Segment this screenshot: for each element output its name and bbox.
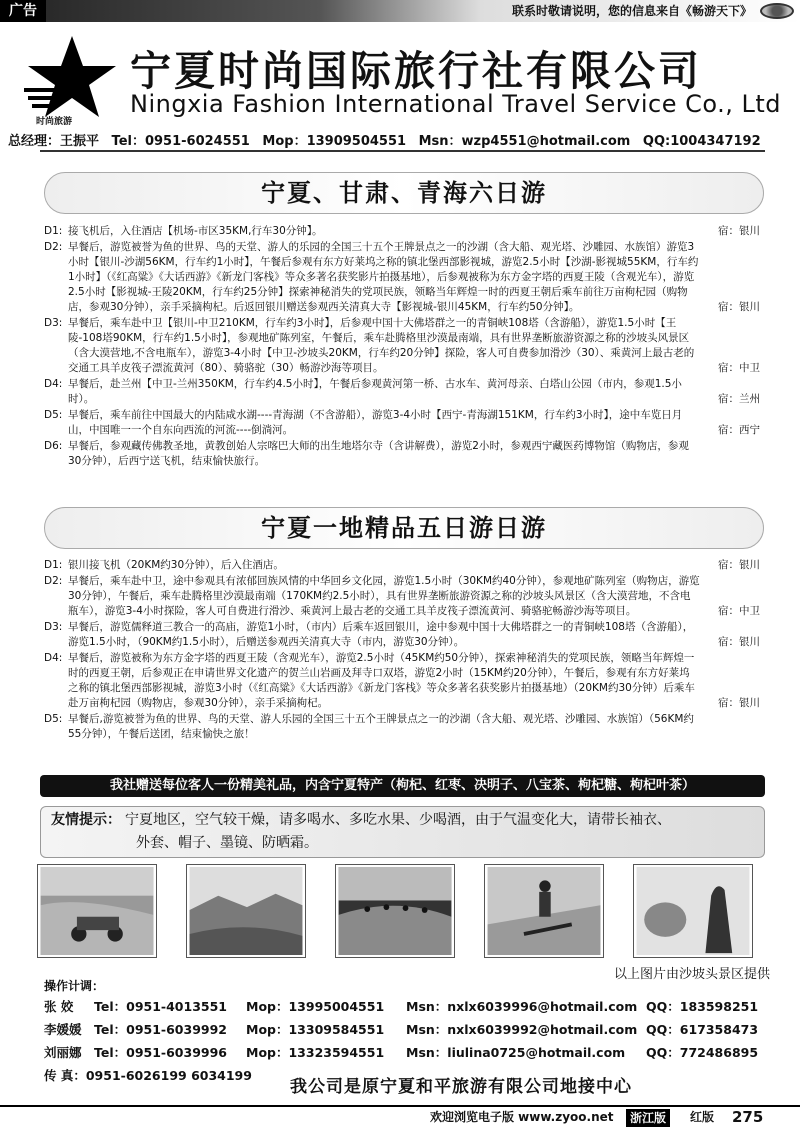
manager-tel: Tel：0951-6024551 (111, 134, 250, 149)
day-stay: 宿：兰州 (718, 393, 760, 405)
itinerary-day (44, 377, 764, 407)
day-text: 早餐后，参观藏传佛教圣地，黄教创始人宗喀巴大师的出生地塔尔寺（含讲解费），游览2小时，参观西宁藏医药博物馆（购物店，参观30分钟），后西宁送飞机，结束愉快旅行。 (68, 440, 689, 467)
statue-photo (634, 865, 752, 957)
itinerary-day (44, 224, 764, 239)
contact-qq: QQ：772486895 (646, 1045, 759, 1060)
magazine-logo-icon (760, 3, 794, 19)
day-text: 早餐后，乘车前往中国最大的内陆咸水湖----青海湖（不含游船），游览3-4小时【西宁-青海湖151KM，行车约3小时】，途中车览日月山，中国唯一一个自东向西流的河流----倒淌河。 (68, 409, 683, 436)
desert-dunes-photo (187, 865, 305, 957)
itinerary-day (44, 712, 764, 742)
manager-mop: Mop：13909504551 (262, 134, 407, 149)
day-label: D5: (44, 713, 63, 725)
day-text: 银川接飞机（20KM约30分钟），后入住酒店。 (68, 559, 284, 571)
day-text: 接飞机后，入住酒店【机场-市区35KM,行车30分钟】。 (68, 225, 323, 237)
contact-name: 张 姣 (44, 999, 74, 1014)
day-stay: 宿：银川 (718, 697, 760, 709)
day-label: D5: (44, 409, 63, 421)
footer-slogan: 我公司是原宁夏和平旅游有限公司地接中心 (290, 1077, 632, 1097)
itinerary-day (44, 240, 764, 315)
contact-tel: Tel：0951-4013551 (94, 999, 227, 1014)
day-text: 早餐后，乘车赴中卫，途中参观具有浓郁回族风情的中华回乡文化园，游览1.5小时（30KM约40分钟），参观地矿陈列室（购物店，游览30分钟），午餐后，乘车赴腾格里沙漠最南端（170KM约2.5小时），具有世界垄断旅游资源之称的沙坡头风景区（含大漠营地，不含电瓶车），游览3-4小时探险，客人可自费进行滑沙、乘黄河上最古老的交通工具羊皮筏子漂流黄河、骑骆驼畅游沙海等项目。 (68, 575, 700, 617)
magazine-slogan: 联系时敬请说明，您的信息来自《畅游天下》 (511, 4, 752, 18)
day-stay: 宿：银川 (718, 559, 760, 571)
divider (40, 150, 765, 152)
itinerary-day (44, 439, 764, 469)
day-stay: 宿：银川 (718, 301, 760, 313)
day-label: D1: (44, 225, 63, 237)
day-text: 早餐后，游览被称为东方金字塔的西夏王陵（含观光车），游览2.5小时（45KM约50分钟），探索神秘消失的党项民族，领略当年辉煌一时的西夏王朝，后参观正在申请世界文化遗产的贺兰山岩画及拜寺口双塔，游览2小时（15KM约20分钟），午餐后，参观有东方好莱坞之称的镇北堡西部影视城，游览3小时（《红高粱》《大话西游》《新龙门客栈》等众多著名获奖影片拍摄基地）（20KM约30分钟）后乘车赴万亩枸杞园（购物店，参观30分钟），亲手采摘枸杞。 (68, 652, 695, 709)
contact-mop: Mop：13995004551 (246, 999, 385, 1014)
desert-buggy-photo (38, 865, 156, 957)
ad-tag: 广告 (0, 0, 46, 22)
itinerary-day (44, 574, 764, 619)
contact-mop: Mop：13309584551 (246, 1022, 385, 1037)
contact-msn: Msn：nxlx6039992@hotmail.com (406, 1022, 638, 1037)
day-label: D2: (44, 241, 63, 253)
contact-row (44, 995, 758, 1018)
day-stay: 宿：西宁 (718, 424, 760, 436)
tour2-itinerary (44, 558, 764, 743)
gift-banner: 我社赠送每位客人一份精美礼品，内含宁夏特产（枸杞、红枣、决明子、八宝茶、枸杞糖、枸杞叶茶） (40, 775, 765, 797)
day-label: D3: (44, 317, 63, 329)
day-text: 早餐后,游览被誉为鱼的世界、鸟的天堂、游人乐园的全国三十五个王牌景点之一的沙湖（含大船、观光塔、沙雕园、水族馆）（56KM约55分钟），午餐后送团，结束愉快之旅！ (68, 713, 694, 740)
edition-tag: 浙江版 (626, 1109, 670, 1127)
day-label: D3: (44, 621, 63, 633)
day-stay: 宿：银川 (718, 636, 760, 648)
star-logo-icon (24, 32, 120, 122)
day-label: D4: (44, 378, 63, 390)
day-label: D6: (44, 440, 63, 452)
bottom-bar (0, 1105, 800, 1127)
contact-mop: Mop：13323594551 (246, 1045, 385, 1060)
contacts-title: 操作计调： (44, 979, 105, 993)
logo-caption: 时尚旅游 (36, 117, 73, 127)
contact-qq: QQ：183598251 (646, 999, 759, 1014)
itinerary-day (44, 558, 764, 573)
day-text: 早餐后，乘车赴中卫【银川-中卫210KM，行车约3小时】，后参观中国十大佛塔群之一的青铜峡108塔（含游船），游览1.5小时【王陵-108塔90KM，行车约1.5小时】，参观地矿陈列室，午餐后，乘车赴腾格里沙漠最南端，具有世界垄断旅游资源之称的沙坡头风景区（含大漠营地,不含电瓶车），游览3-4小时【中卫-沙坡头20KM，行车约20分钟】探险，客人可自费参加滑沙（30）、乘黄河上最古老的交通工具羊皮筏子漂流黄河（80）、骑骆驼（30）畅游沙海等项目。 (68, 317, 695, 374)
top-banner (0, 0, 800, 22)
tips-text-2: 外套、帽子、墨镜、防晒霜。 (136, 835, 318, 851)
contact-msn: Msn：liulina0725@hotmail.com (406, 1045, 626, 1060)
day-text: 早餐后，赴兰州【中卫-兰州350KM，行车约4.5小时】，午餐后参观黄河第一桥、古水车、黄河母亲、白塔山公园（市内，参观1.5小时）。 (68, 378, 682, 405)
day-text: 早餐后，游览儒释道三教合一的高庙，游览1小时，（市内）后乘车返回银川，途中参观中国十大佛塔群之一的青铜峡108塔（含游船），游览1.5小时，（90KM约1.5小时），后赠送参观西关清真大寺（市内，游览30分钟）。 (68, 621, 694, 648)
company-name-cn: 宁夏时尚国际旅行社有限公司 (130, 47, 702, 95)
manager-msn: Msn：wzp4551@hotmail.com (418, 134, 631, 149)
itinerary-day (44, 620, 764, 650)
day-label: D1: (44, 559, 63, 571)
page-number: 275 (732, 1108, 764, 1126)
manager-contact (8, 130, 769, 149)
company-name-en: Ningxia Fashion International Travel Service Co., Ltd (130, 90, 782, 118)
contact-tel: Tel：0951-6039992 (94, 1022, 227, 1037)
website-text: 欢迎浏览电子版 www.zyoo.net (430, 1110, 614, 1124)
tour1-itinerary (44, 224, 764, 470)
photo-caption: 以上图片由沙坡头景区提供 (613, 967, 770, 982)
contact-name: 李媛媛 (44, 1022, 82, 1037)
travel-tips (40, 806, 765, 858)
manager-name: 总经理：王振平 (8, 134, 100, 149)
contact-row (44, 1041, 758, 1064)
manager-qq: QQ:1004347192 (642, 134, 761, 149)
contact-tel: Tel：0951-6039996 (94, 1045, 227, 1060)
day-stay: 宿：中卫 (718, 605, 760, 617)
day-stay: 宿：银川 (718, 225, 760, 237)
tour2-title: 宁夏一地精品五日游日游 (44, 507, 764, 549)
edition-label: 红版 (690, 1110, 715, 1124)
contact-name: 刘丽娜 (44, 1045, 82, 1060)
fax-row: 传 真：0951-6026199 6034199 (44, 1068, 252, 1083)
camel-caravan-photo (336, 865, 454, 957)
contact-msn: Msn：nxlx6039996@hotmail.com (406, 999, 638, 1014)
day-stay: 宿：中卫 (718, 362, 760, 374)
tips-text-1: 宁夏地区，空气较干燥，请多喝水、多吃水果、少喝酒，由于气温变化大，请带长袖衣、 (125, 812, 671, 828)
contact-row (44, 1018, 758, 1041)
contact-qq: QQ：617358473 (646, 1022, 759, 1037)
day-label: D4: (44, 652, 63, 664)
day-label: D2: (44, 575, 63, 587)
sand-surfing-photo (485, 865, 603, 957)
day-text: 早餐后，游览被誉为鱼的世界、鸟的天堂、游人的乐园的全国三十五个王牌景点之一的沙湖（含大船、观光塔、沙雕园、水族馆）游览3小时【银川-沙湖56KM，行车约1小时】，午餐后参观有东方好莱坞之称的镇北堡西部影视城，游览2.5小时【沙湖-影视城55KM，行车约1小时】（《红高粱》《大话西游》《新龙门客栈》等众多著名获奖影片拍摄基地），后参观被称为东方金字塔的西夏王陵（含观光车），游览2.5小时【影视城-王陵20KM，行车约25分钟】探索神秘消失的党项民族，领略当年辉煌一时的西夏王朝后乘车前往万亩枸杞园（购物店，参观30分钟），亲手采摘枸杞。后返回银川赠送参观西关清真大寺【影视城-银川45KM，行车约50分钟】。 (68, 241, 699, 313)
itinerary-day (44, 651, 764, 711)
itinerary-day (44, 316, 764, 376)
tour1-title: 宁夏、甘肃、青海六日游 (44, 172, 764, 214)
itinerary-day (44, 408, 764, 438)
tips-label: 友情提示： (51, 812, 121, 828)
